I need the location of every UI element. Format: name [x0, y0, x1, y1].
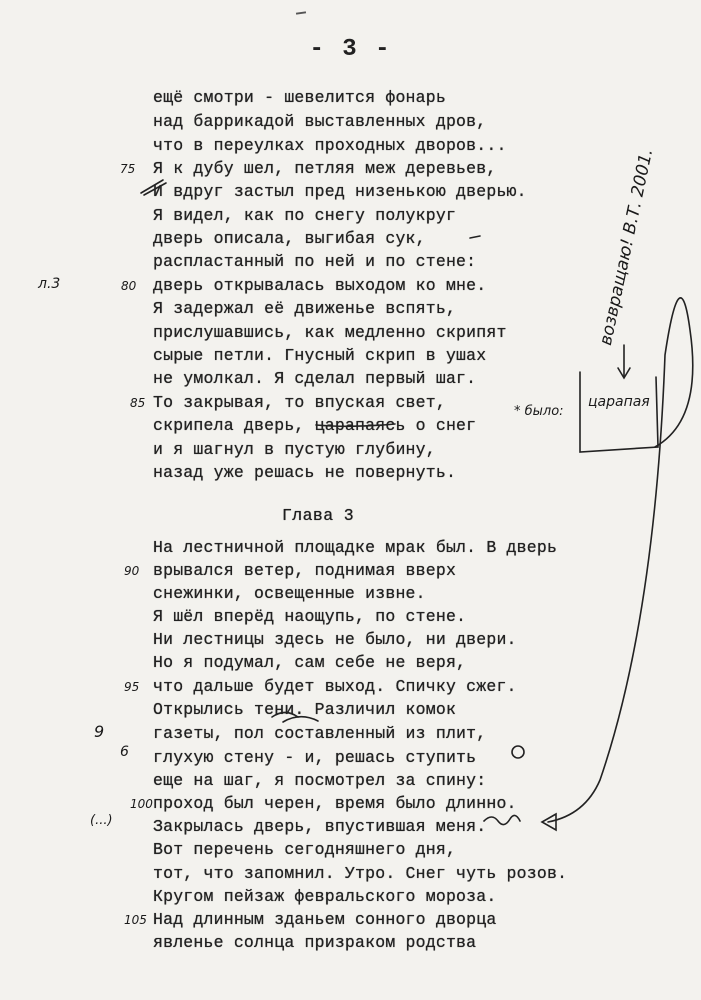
verse-line: Но я подумал, сам себе не веря,	[153, 653, 467, 672]
verse-line: И вдруг застыл пред низенькою дверью.	[153, 182, 527, 201]
squiggle-mark	[484, 815, 520, 824]
verse-line: Кругом пейзаж февральского мороза.	[153, 887, 497, 906]
verse-line: ещё смотри - шевелится фонарь	[153, 88, 446, 107]
side-note-l3: л.3	[38, 276, 61, 292]
verse-line: явленье солнца призраком родства	[153, 933, 477, 952]
verse-line: Над длинным зданьем сонного дворца	[153, 910, 497, 929]
verse-line: Я шёл вперёд наощупь, по стене.	[153, 607, 467, 626]
line-number-90: 90	[124, 564, 140, 578]
long-arrow	[548, 298, 693, 822]
margin-mark-ellipsis: (...)	[90, 813, 113, 828]
note-box	[580, 372, 658, 452]
verse-line: снежинки, освещенные извне.	[153, 584, 426, 603]
circle-mark	[512, 746, 524, 758]
verse-line: Я видел, как по снегу полукруг	[153, 206, 457, 225]
verse-line: что дальше будет выход. Спичку сжег.	[153, 677, 517, 696]
verse-line: сырые петли. Гнусный скрип в ушах	[153, 346, 487, 365]
returned-note: возвращаю! В.Т. 2001.	[596, 146, 658, 348]
margin-mark-6: 6	[120, 744, 129, 760]
verse-line: Я к дубу шел, петляя меж деревьев,	[153, 159, 497, 178]
verse-line: врывался ветер, поднимая вверх	[153, 561, 457, 580]
verse-line: прислушавшись, как медленно скрипят	[153, 323, 507, 342]
verse-line: тот, что запомнил. Утро. Снег чуть розов.	[153, 864, 568, 883]
verse-line: глухую стену - и, решась ступить	[153, 748, 477, 767]
page-number: - 3 -	[309, 36, 392, 63]
top-tick-mark	[296, 11, 306, 14]
chapter-heading: Глава 3	[282, 506, 355, 525]
was-label: * было:	[514, 404, 564, 419]
verse-line: проход был черен, время было длинно.	[153, 794, 517, 813]
verse-line: распластанный по ней и по стене:	[153, 252, 477, 271]
verse-line: Закрылась дверь, впустившая меня.	[153, 817, 487, 836]
dash-mark	[470, 236, 480, 238]
long-arrow-head	[542, 814, 556, 830]
verse-line: что в переулках проходных дворов...	[153, 136, 507, 155]
line-number-105: 105	[124, 913, 147, 927]
verse-line: дверь описала, выгибая сук,	[153, 229, 426, 248]
verse-line: еще на шаг, я посмотрел за спину:	[153, 771, 487, 790]
line-number-95: 95	[124, 680, 140, 694]
verse-line: Вот перечень сегодняшнего дня,	[153, 840, 457, 859]
verse-line: скрипела дверь, царапаясь о снег	[153, 416, 477, 435]
verse-line: Открылись тени. Различил комок	[153, 700, 457, 719]
verse-line: дверь открывалась выходом ко мне.	[153, 276, 487, 295]
verse-line: То закрывая, то впуская свет,	[153, 393, 446, 412]
margin-mark-9: 9	[94, 722, 105, 741]
verse-line: Ни лестницы здесь не было, ни двери.	[153, 630, 517, 649]
verse-line: не умолкал. Я сделал первый шаг.	[153, 369, 477, 388]
line-number-75: 75	[120, 162, 136, 176]
verse-line: На лестничной площадке мрак был. В дверь	[153, 538, 558, 557]
verse-line: и я шагнул в пустую глубину,	[153, 440, 436, 459]
verse-line: назад уже решась не повернуть.	[153, 463, 457, 482]
was-word: царапая	[588, 394, 650, 410]
verse-line: газеты, пол составленный из плит,	[153, 724, 487, 743]
line-number-85: 85	[130, 396, 146, 410]
verse-line: Я задержал её движенье вспять,	[153, 299, 457, 318]
line-number-100: 100	[130, 797, 153, 811]
line-number-80: 80	[121, 279, 137, 293]
arrow-head	[618, 368, 630, 378]
verse-line: над баррикадой выставленных дров,	[153, 112, 487, 131]
